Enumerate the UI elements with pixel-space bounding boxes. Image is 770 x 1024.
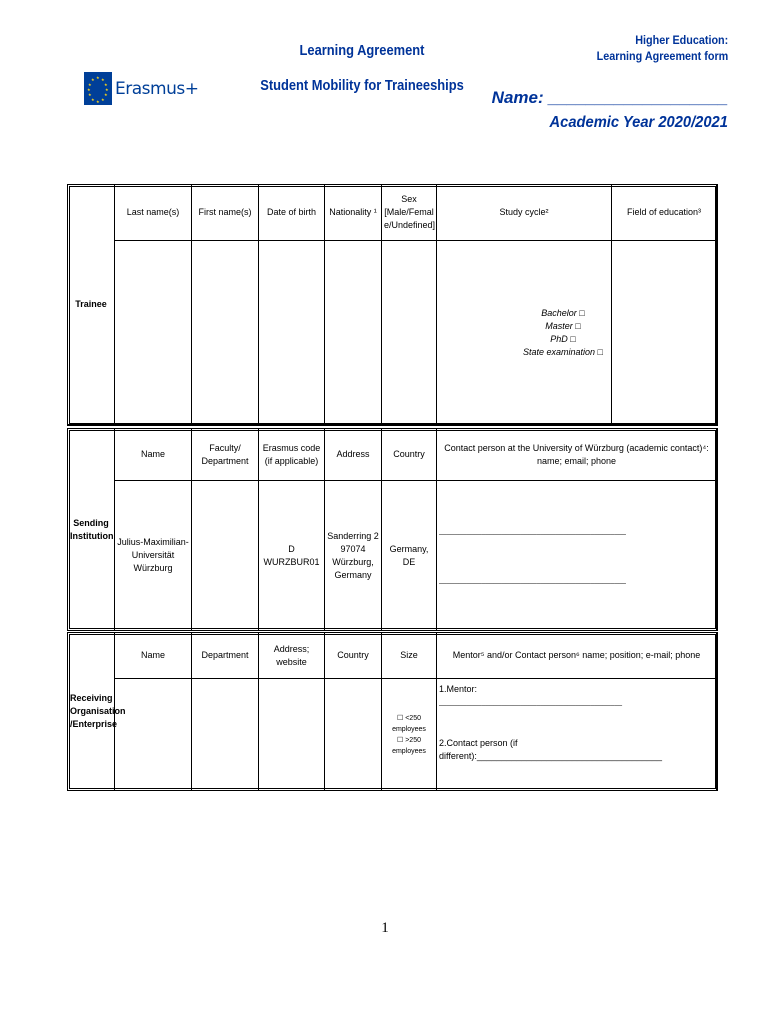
mentor-cell[interactable] (437, 679, 717, 791)
erasmus-logo (84, 72, 198, 105)
rec-address-cell[interactable] (259, 679, 325, 791)
name-field[interactable]: Name: ___________________ (491, 88, 728, 107)
header-sex: Sex [Male/Femal e/Undefined] (382, 185, 437, 241)
size-over-250[interactable]: ☐ >250 employees (392, 736, 426, 755)
option-phd[interactable]: PhD □ (550, 333, 576, 344)
sending-address: Sanderring 2 97074 Würzburg, Germany (325, 481, 382, 631)
rec-size-cell[interactable] (382, 679, 437, 791)
form-type-line2: Learning Agreement form (596, 49, 728, 63)
sending-table (67, 428, 717, 631)
header-name: Name (115, 429, 192, 481)
trainee-table (67, 184, 717, 425)
header-dob: Date of birth (259, 185, 325, 241)
header-last-name: Last name(s) (115, 185, 192, 241)
header-faculty: Faculty/ Department (192, 429, 259, 481)
contact-line-1: ________________________________________________ (439, 527, 626, 535)
header-rec-address: Address; website (259, 633, 325, 679)
receiving-table (67, 632, 717, 791)
option-state-exam[interactable]: State examination □ (523, 346, 603, 357)
trainee-row-label: Trainee (68, 185, 115, 425)
header-erasmus-code: Erasmus code (if applicable) (259, 429, 325, 481)
sending-contact-cell[interactable] (437, 481, 717, 631)
sending-row-label: Sending Institution (68, 429, 115, 631)
study-cycle-options[interactable] (437, 241, 612, 425)
last-name-cell[interactable] (115, 241, 192, 425)
form-type (596, 32, 728, 64)
contact-line-2: ________________________________________________ (439, 576, 626, 584)
logo-text: Erasmus+ (115, 78, 199, 99)
header-rec-country: Country (325, 633, 382, 679)
header-rec-size: Size (382, 633, 437, 679)
rec-department-cell[interactable] (192, 679, 259, 791)
academic-year: Academic Year 2020/2021 (549, 114, 728, 131)
header-study-cycle: Study cycle² (437, 185, 612, 241)
page-title: Learning Agreement (299, 42, 425, 59)
option-master[interactable]: Master □ (545, 320, 581, 331)
size-under-250[interactable]: ☐ <250 employees (392, 714, 426, 733)
header-first-name: First name(s) (192, 185, 259, 241)
header-rec-name: Name (115, 633, 192, 679)
mentor-line: _______________________________________________ (439, 699, 622, 706)
header-contact: Contact person at the University of Würzburg (academic contact)⁴: name; email; phone (437, 429, 717, 481)
field-cell[interactable] (612, 241, 717, 425)
option-bachelor[interactable]: Bachelor □ (541, 307, 585, 318)
rec-country-cell[interactable] (325, 679, 382, 791)
mentor-label: 1.Mentor: (439, 684, 478, 694)
sending-erasmus-code: D WURZBUR01 (259, 481, 325, 631)
first-name-cell[interactable] (192, 241, 259, 425)
eu-flag-icon: ★ ★ ★ ★ ★ ★ ★ ★ ★ ★ ★ ★ (84, 72, 112, 105)
dob-cell[interactable] (259, 241, 325, 425)
nationality-cell[interactable] (325, 241, 382, 425)
header-field: Field of education³ (612, 185, 717, 241)
sending-faculty-cell[interactable] (192, 481, 259, 631)
contact-person-label: 2.Contact person (if different):_____________________________________ (439, 738, 663, 761)
header-nationality: Nationality ¹ (325, 185, 382, 241)
sending-name: Julius-Maximilian-Universität Würzburg (115, 481, 192, 631)
receiving-row-label: Receiving Organisation /Enterprise (68, 633, 115, 791)
header-country: Country (382, 429, 437, 481)
sending-country: Germany, DE (382, 481, 437, 631)
header-address: Address (325, 429, 382, 481)
sex-cell[interactable] (382, 241, 437, 425)
form-type-line1: Higher Education: (634, 33, 728, 47)
header-rec-department: Department (192, 633, 259, 679)
page-subtitle: Student Mobility for Traineeships (260, 77, 464, 94)
rec-name-cell[interactable] (115, 679, 192, 791)
header-mentor: Mentor⁵ and/or Contact person⁶ name; position; e-mail; phone (437, 633, 717, 679)
page-number: 1 (381, 920, 389, 936)
